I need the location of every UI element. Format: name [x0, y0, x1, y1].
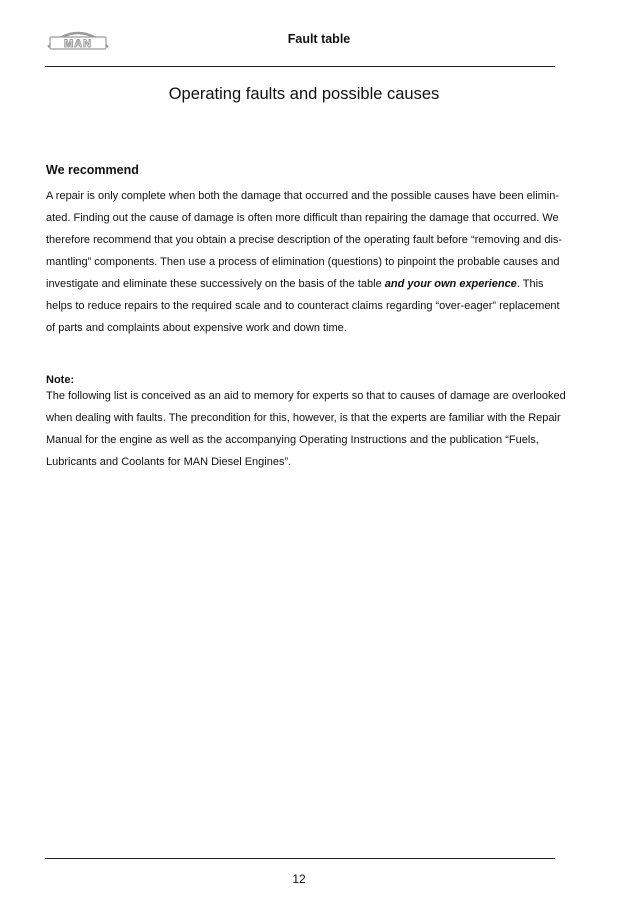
text-segment: investigate and eliminate these successively on the basis of the table	[46, 278, 385, 290]
recommend-heading: We recommend	[46, 163, 139, 177]
text-line: A repair is only complete when both the damage that occurred and the possible causes have been elimin-	[46, 190, 560, 202]
text-line: of parts and complaints about expensive work and down time.	[46, 322, 347, 334]
text-line: The following list is conceived as an aid to memory for experts so that to causes of damage are overlooked	[46, 390, 566, 402]
text-line	[46, 273, 566, 295]
text-line: when dealing with faults. The precondition for this, however, is that the experts are familiar with the Repair	[46, 412, 561, 424]
text-line: ated. Finding out the cause of damage is often more difficult than repairing the damage that occurred. We	[46, 212, 559, 224]
note-paragraph	[46, 385, 566, 473]
footer-divider	[45, 858, 555, 859]
page-number: 12	[292, 872, 306, 886]
svg-text:MAN: MAN	[63, 38, 93, 50]
text-line: Manual for the engine as well as the accompanying Operating Instructions and the publication “Fuels,	[46, 434, 539, 446]
text-line: mantling” components. Then use a process of elimination (questions) to pinpoint the probable causes and	[46, 256, 560, 268]
page-title: Operating faults and possible causes	[168, 85, 440, 103]
header-divider	[45, 66, 555, 67]
text-line: Lubricants and Coolants for MAN Diesel Engines”.	[46, 456, 292, 468]
recommend-paragraph	[46, 185, 566, 339]
text-line: helps to reduce repairs to the required scale and to counteract claims regarding “over-eager” replacement	[46, 300, 560, 312]
header-title: Fault table	[287, 32, 351, 46]
note-heading: Note:	[46, 374, 75, 386]
text-line: therefore recommend that you obtain a precise description of the operating fault before “removing and dis-	[46, 234, 563, 246]
emphasis-text: and your own experience	[384, 278, 517, 290]
text-segment: . This	[516, 278, 544, 290]
